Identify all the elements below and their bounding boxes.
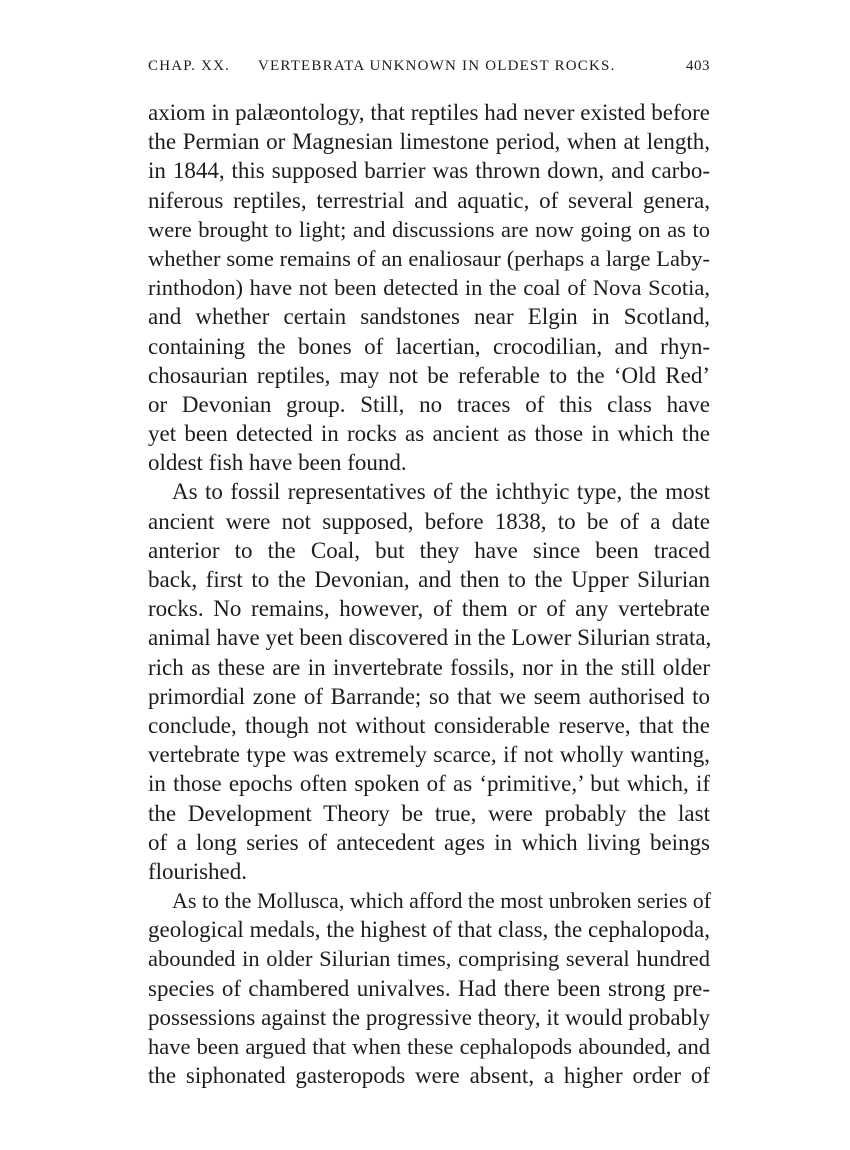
text-line: the siphonated gasteropods were absent, a higher order of [148, 1063, 710, 1089]
paragraph-1 [148, 98, 710, 477]
text-line: possessions against the progressive theory, it would probably [148, 1004, 710, 1030]
text-line: rocks. No remains, however, of them or of any vertebrate [148, 596, 710, 622]
paragraph-2 [148, 477, 710, 886]
text-line: containing the bones of lacertian, crocodilian, and rhyn- [148, 333, 710, 359]
text-line: anterior to the Coal, but they have since been traced [148, 537, 710, 563]
text-line: vertebrate type was extremely scarce, if not wholly wanting, [148, 742, 710, 768]
text-line: of a long series of antecedent ages in which living beings [148, 829, 710, 855]
text-line: in 1844, this supposed barrier was thrown down, and carbo- [148, 158, 710, 184]
text-line: As to the Mollusca, which afford the most unbroken series of [172, 888, 712, 914]
text-line: yet been detected in rocks as ancient as those in which the [148, 421, 710, 447]
text-line: ancient were not supposed, before 1838, to be of a date [148, 508, 710, 534]
text-line: chosaurian reptiles, may not be referable to the ‘Old Red’ [148, 362, 710, 388]
text-line: oldest fish have been found. [148, 450, 407, 476]
running-title: VERTEBRATA UNKNOWN IN OLDEST ROCKS. [258, 58, 616, 74]
text-line: and whether certain sandstones near Elgin in Scotland, [148, 304, 710, 330]
text-line: abounded in older Silurian times, comprising several hundred [148, 946, 710, 972]
text-line: species of chambered univalves. Had there been strong pre- [148, 975, 710, 1001]
body-text [148, 98, 710, 1090]
chapter-label: CHAP. XX. [148, 58, 231, 74]
text-line: have been argued that when these cephalopods abounded, and [148, 1034, 710, 1059]
text-line: rinthodon) have not been detected in the coal of Nova Scotia, [148, 275, 710, 301]
text-line: As to fossil representatives of the ichthyic type, the most [172, 479, 710, 505]
running-head [148, 58, 710, 86]
text-line: conclude, though not without considerable reserve, that the [148, 712, 710, 738]
paragraph-3 [148, 886, 710, 1090]
text-line: the Development Theory be true, were probably the last [148, 800, 710, 826]
text-line: flourished. [148, 858, 248, 884]
text-line: rich as these are in invertebrate fossils, nor in the still older [148, 654, 710, 680]
text-line: the Permian or Magnesian limestone period, when at length, [148, 129, 710, 155]
text-line: niferous reptiles, terrestrial and aquatic, of several genera, [148, 187, 710, 213]
text-line: primordial zone of Barrande; so that we seem authorised to [148, 683, 710, 709]
text-line: axiom in palæontology, that reptiles had never existed before [148, 100, 710, 125]
text-line: back, first to the Devonian, and then to the Upper Silurian [148, 567, 710, 592]
text-line: in those epochs often spoken of as ‘primitive,’ but which, if [148, 771, 710, 797]
text-line: animal have yet been discovered in the Lower Silurian strata, [148, 625, 712, 651]
text-line: were brought to light; and discussions are now going on as to [148, 216, 710, 242]
text-line: or Devonian group. Still, no traces of this class have [148, 391, 710, 417]
text-line: geological medals, the highest of that class, the cephalopoda, [148, 917, 710, 943]
text-line: whether some remains of an enaliosaur (perhaps a large Laby- [148, 245, 710, 271]
page-number: 403 [686, 58, 710, 74]
